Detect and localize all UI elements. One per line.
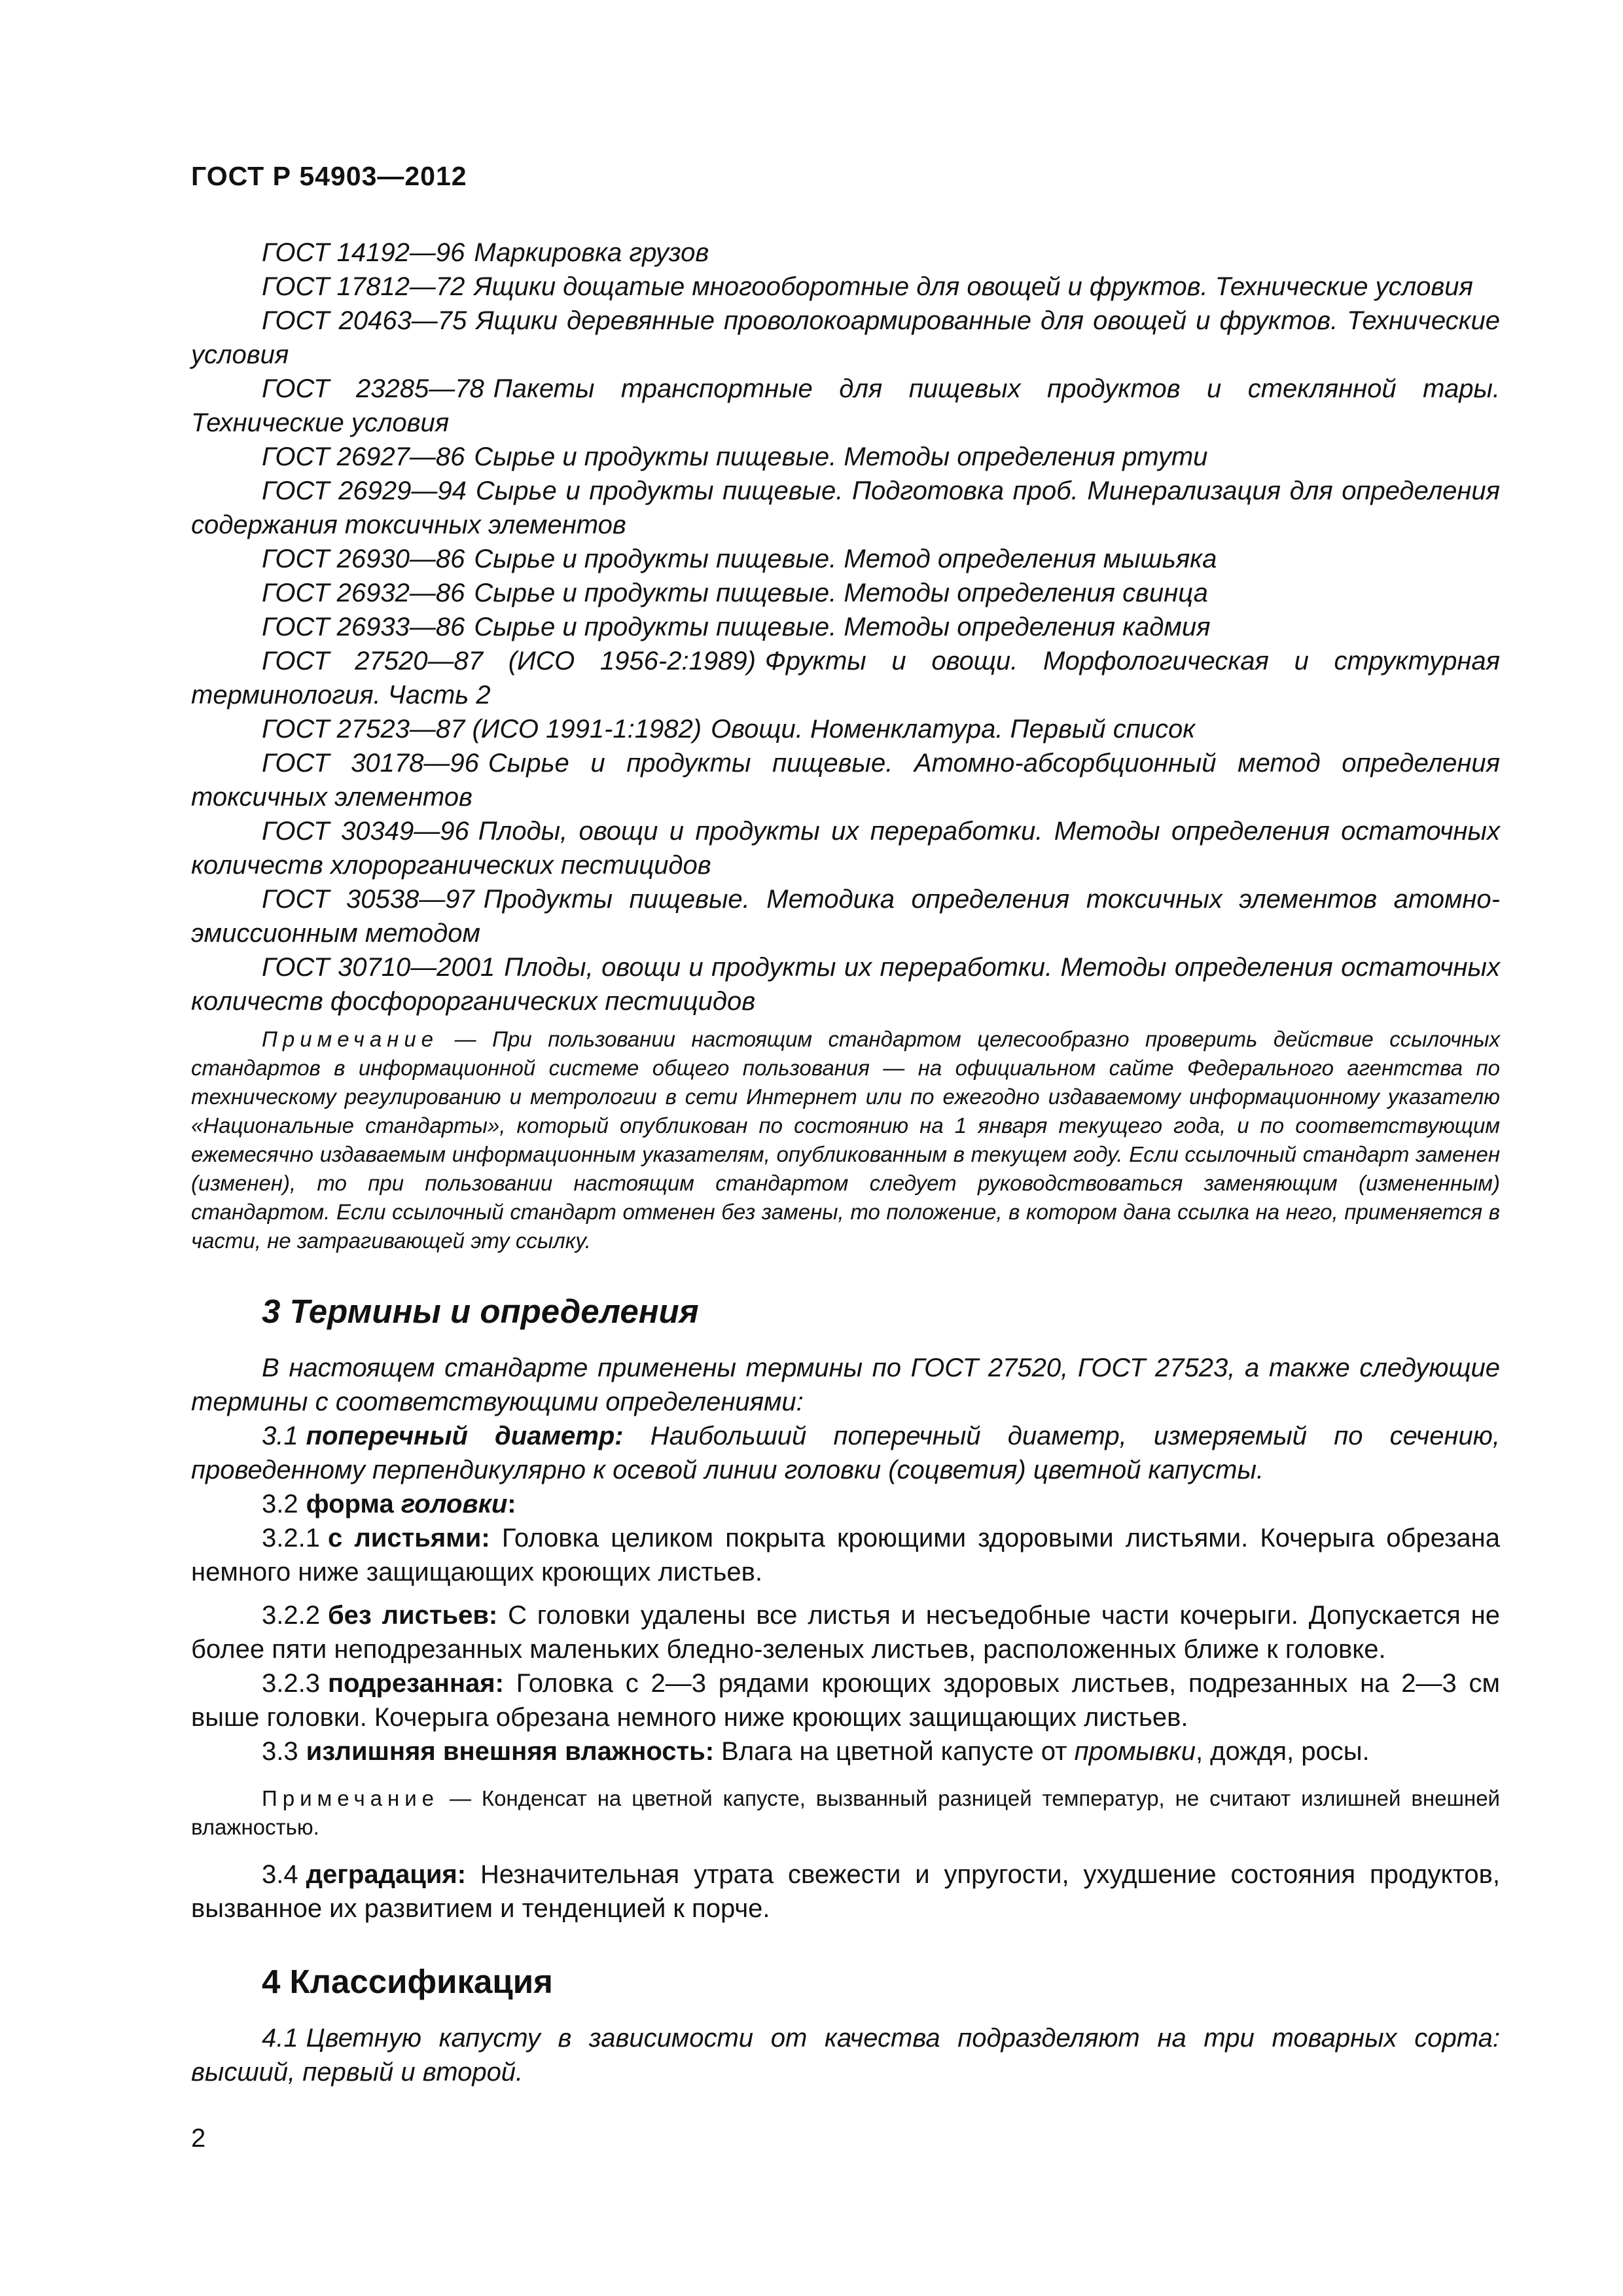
reference-title: Плоды, овощи и продукты их переработки. Методы определения остаточных количеств фосфорорганических пестицидов	[191, 953, 1500, 1016]
reference-code: ГОСТ 27520—87 (ИСО 1956-2:1989)	[262, 647, 756, 675]
term-name: излишняя внешняя влажность:	[306, 1737, 715, 1766]
term-number: 3.1	[262, 1422, 298, 1450]
section-3-intro: В настоящем стандарте применены термины по ГОСТ 27520, ГОСТ 27523, а также следующие термины с соответствующими определениями:	[191, 1354, 1500, 1416]
term-number: 3.2.1	[262, 1524, 320, 1552]
term-3-1	[191, 1419, 1500, 1487]
note-text: — Конденсат на цветной капусте, вызванный разницей температур, не считают излишней внешней влажностью.	[191, 1786, 1500, 1839]
reference-code: ГОСТ 17812—72	[262, 272, 465, 301]
term-name: поперечный диаметр:	[306, 1422, 624, 1450]
clause-number: 4.1	[262, 2024, 298, 2053]
term-definition: Влага на цветной капусте от промывки, дождя, росы.	[721, 1737, 1370, 1766]
reference-code: ГОСТ 14192—96	[262, 238, 465, 267]
clause-4-1	[191, 2021, 1500, 2089]
reference-title: Фрукты и овощи. Морфологическая и структурная терминология. Часть 2	[191, 647, 1500, 709]
reference-title: Сырье и продукты пищевые. Методы определения ртути	[474, 442, 1208, 471]
reference-title: Сырье и продукты пищевые. Атомно-абсорбционный метод определения токсичных элементов	[191, 749, 1500, 812]
reference-item	[191, 644, 1500, 712]
references-list	[191, 236, 1500, 1018]
term-name: с листьями:	[327, 1524, 490, 1552]
note-label: Примечание	[262, 1786, 440, 1810]
page-number: 2	[191, 2124, 206, 2153]
term-3-3	[191, 1734, 1500, 1768]
term-3-4	[191, 1857, 1500, 1926]
reference-title: Маркировка грузов	[474, 238, 709, 267]
document-header: ГОСТ Р 54903—2012	[191, 161, 467, 191]
term-name: подрезанная:	[327, 1669, 504, 1698]
term-number: 3.4	[262, 1860, 298, 1889]
term-3-2	[191, 1487, 1500, 1521]
term-number: 3.2.2	[262, 1601, 320, 1630]
reference-title: Плоды, овощи и продукты их переработки. Методы определения остаточных количеств хлорорганических пестицидов	[191, 817, 1500, 880]
term-definition: Наибольший поперечный диаметр, измеряемый по сечению, проведенному перпендикулярно к осевой линии головки (соцветия) цветной капусты.	[191, 1422, 1500, 1484]
term-number: 3.3	[262, 1737, 298, 1766]
term-name: деградация:	[306, 1860, 467, 1889]
section-4-title: 4 Классификация	[262, 1963, 553, 2000]
reference-item	[191, 712, 1500, 746]
reference-code: ГОСТ 26933—86	[262, 613, 465, 641]
reference-title: Сырье и продукты пищевые. Методы определения свинца	[474, 579, 1208, 607]
term-definition: Незначительная утрата свежести и упругости, ухудшение состояния продуктов, вызванное их развитием и тенденцией к порче.	[191, 1860, 1500, 1923]
reference-item	[191, 304, 1500, 372]
term-3-2-2	[191, 1598, 1500, 1666]
reference-code: ГОСТ 27523—87 (ИСО 1991-1:1982)	[262, 715, 702, 744]
reference-item	[191, 236, 1500, 270]
term-name: без листьев:	[327, 1601, 498, 1630]
section-3-title: 3 Термины и определения	[262, 1293, 699, 1330]
clause-text: Цветную капусту в зависимости от качества подразделяют на три товарных сорта: высший, первый и второй.	[191, 2024, 1500, 2087]
reference-title: Продукты пищевые. Методика определения токсичных элементов атомно-эмиссионным методом	[191, 885, 1500, 948]
reference-item	[191, 542, 1500, 576]
term-number: 3.2	[262, 1490, 298, 1518]
reference-code: ГОСТ 26932—86	[262, 579, 465, 607]
reference-title: Сырье и продукты пищевые. Методы определения кадмия	[474, 613, 1211, 641]
reference-code: ГОСТ 26927—86	[262, 442, 465, 471]
reference-code: ГОСТ 30710—2001	[262, 953, 495, 982]
reference-title: Ящики дощатые многооборотные для овощей и фруктов. Технические условия	[474, 272, 1473, 301]
reference-title: Овощи. Номенклатура. Первый список	[711, 715, 1196, 744]
term-number: 3.2.3	[262, 1669, 320, 1698]
page-content	[191, 236, 1500, 2089]
term-3-2-3	[191, 1666, 1500, 1734]
references-note	[191, 1025, 1500, 1255]
reference-code: ГОСТ 30178—96	[262, 749, 479, 778]
reference-code: ГОСТ 23285—78	[262, 374, 484, 403]
term-definition: С головки удалены все листья и несъедобные части кочерыги. Допускается не более пяти неподрезанных маленьких бледно-зеленых листьев, расположенных ближе к головке.	[191, 1601, 1500, 1664]
reference-title: Сырье и продукты пищевые. Метод определения мышьяка	[474, 545, 1217, 573]
term-name: форма головки:	[306, 1490, 516, 1518]
term-3-3-note	[191, 1784, 1500, 1842]
term-definition: Головка целиком покрыта кроющими здоровыми листьями. Кочерыга обрезана немного ниже защищающих кроющих листьев.	[191, 1524, 1500, 1587]
note-text: — При пользовании настоящим стандартом целесообразно проверить действие ссылочных стандартов в информационной системе общего пользования — на официальном сайте Федерального агентства по техническому регулированию и метрологии в сети Интернет или по ежегодно издаваемому информационному указателю «Национальные стандарты», который опубликован по состоянию на 1 января текущего года, и по соответствующим ежемесячно издаваемым информационным указателям, опубликованным в текущем году. Если ссылочный стандарт заменен (изменен), то при пользовании настоящим стандартом следует руководствоваться заменяющим (измененным) стандартом. Если ссылочный стандарт отменен без замены, то положение, в котором дана ссылка на него, применяется в части, не затрагивающей эту ссылку.	[191, 1027, 1501, 1253]
reference-code: ГОСТ 26929—94	[262, 476, 467, 505]
reference-item	[191, 270, 1500, 304]
reference-item	[191, 576, 1500, 610]
reference-item	[191, 746, 1500, 814]
reference-item	[191, 372, 1500, 440]
term-definition: Головка с 2—3 рядами кроющих здоровых листьев, подрезанных на 2—3 см выше головки. Кочерыга обрезана немного ниже кроющих защищающих листьев.	[191, 1669, 1500, 1732]
term-3-2-1	[191, 1521, 1500, 1589]
reference-title: Сырье и продукты пищевые. Подготовка проб. Минерализация для определения содержания токсичных элементов	[191, 476, 1501, 539]
reference-title: Пакеты транспортные для пищевых продуктов и стеклянной тары. Технические условия	[191, 374, 1501, 437]
reference-item	[191, 440, 1500, 474]
reference-item	[191, 814, 1500, 882]
reference-title: Ящики деревянные проволокоармированные для овощей и фруктов. Технические условия	[191, 306, 1500, 369]
reference-code: ГОСТ 20463—75	[262, 306, 467, 335]
reference-item	[191, 474, 1500, 542]
reference-code: ГОСТ 26930—86	[262, 545, 465, 573]
reference-code: ГОСТ 30538—97	[262, 885, 474, 914]
reference-item	[191, 950, 1500, 1018]
reference-item	[191, 610, 1500, 644]
note-label: Примечание	[262, 1027, 439, 1051]
reference-code: ГОСТ 30349—96	[262, 817, 469, 846]
reference-item	[191, 882, 1500, 950]
